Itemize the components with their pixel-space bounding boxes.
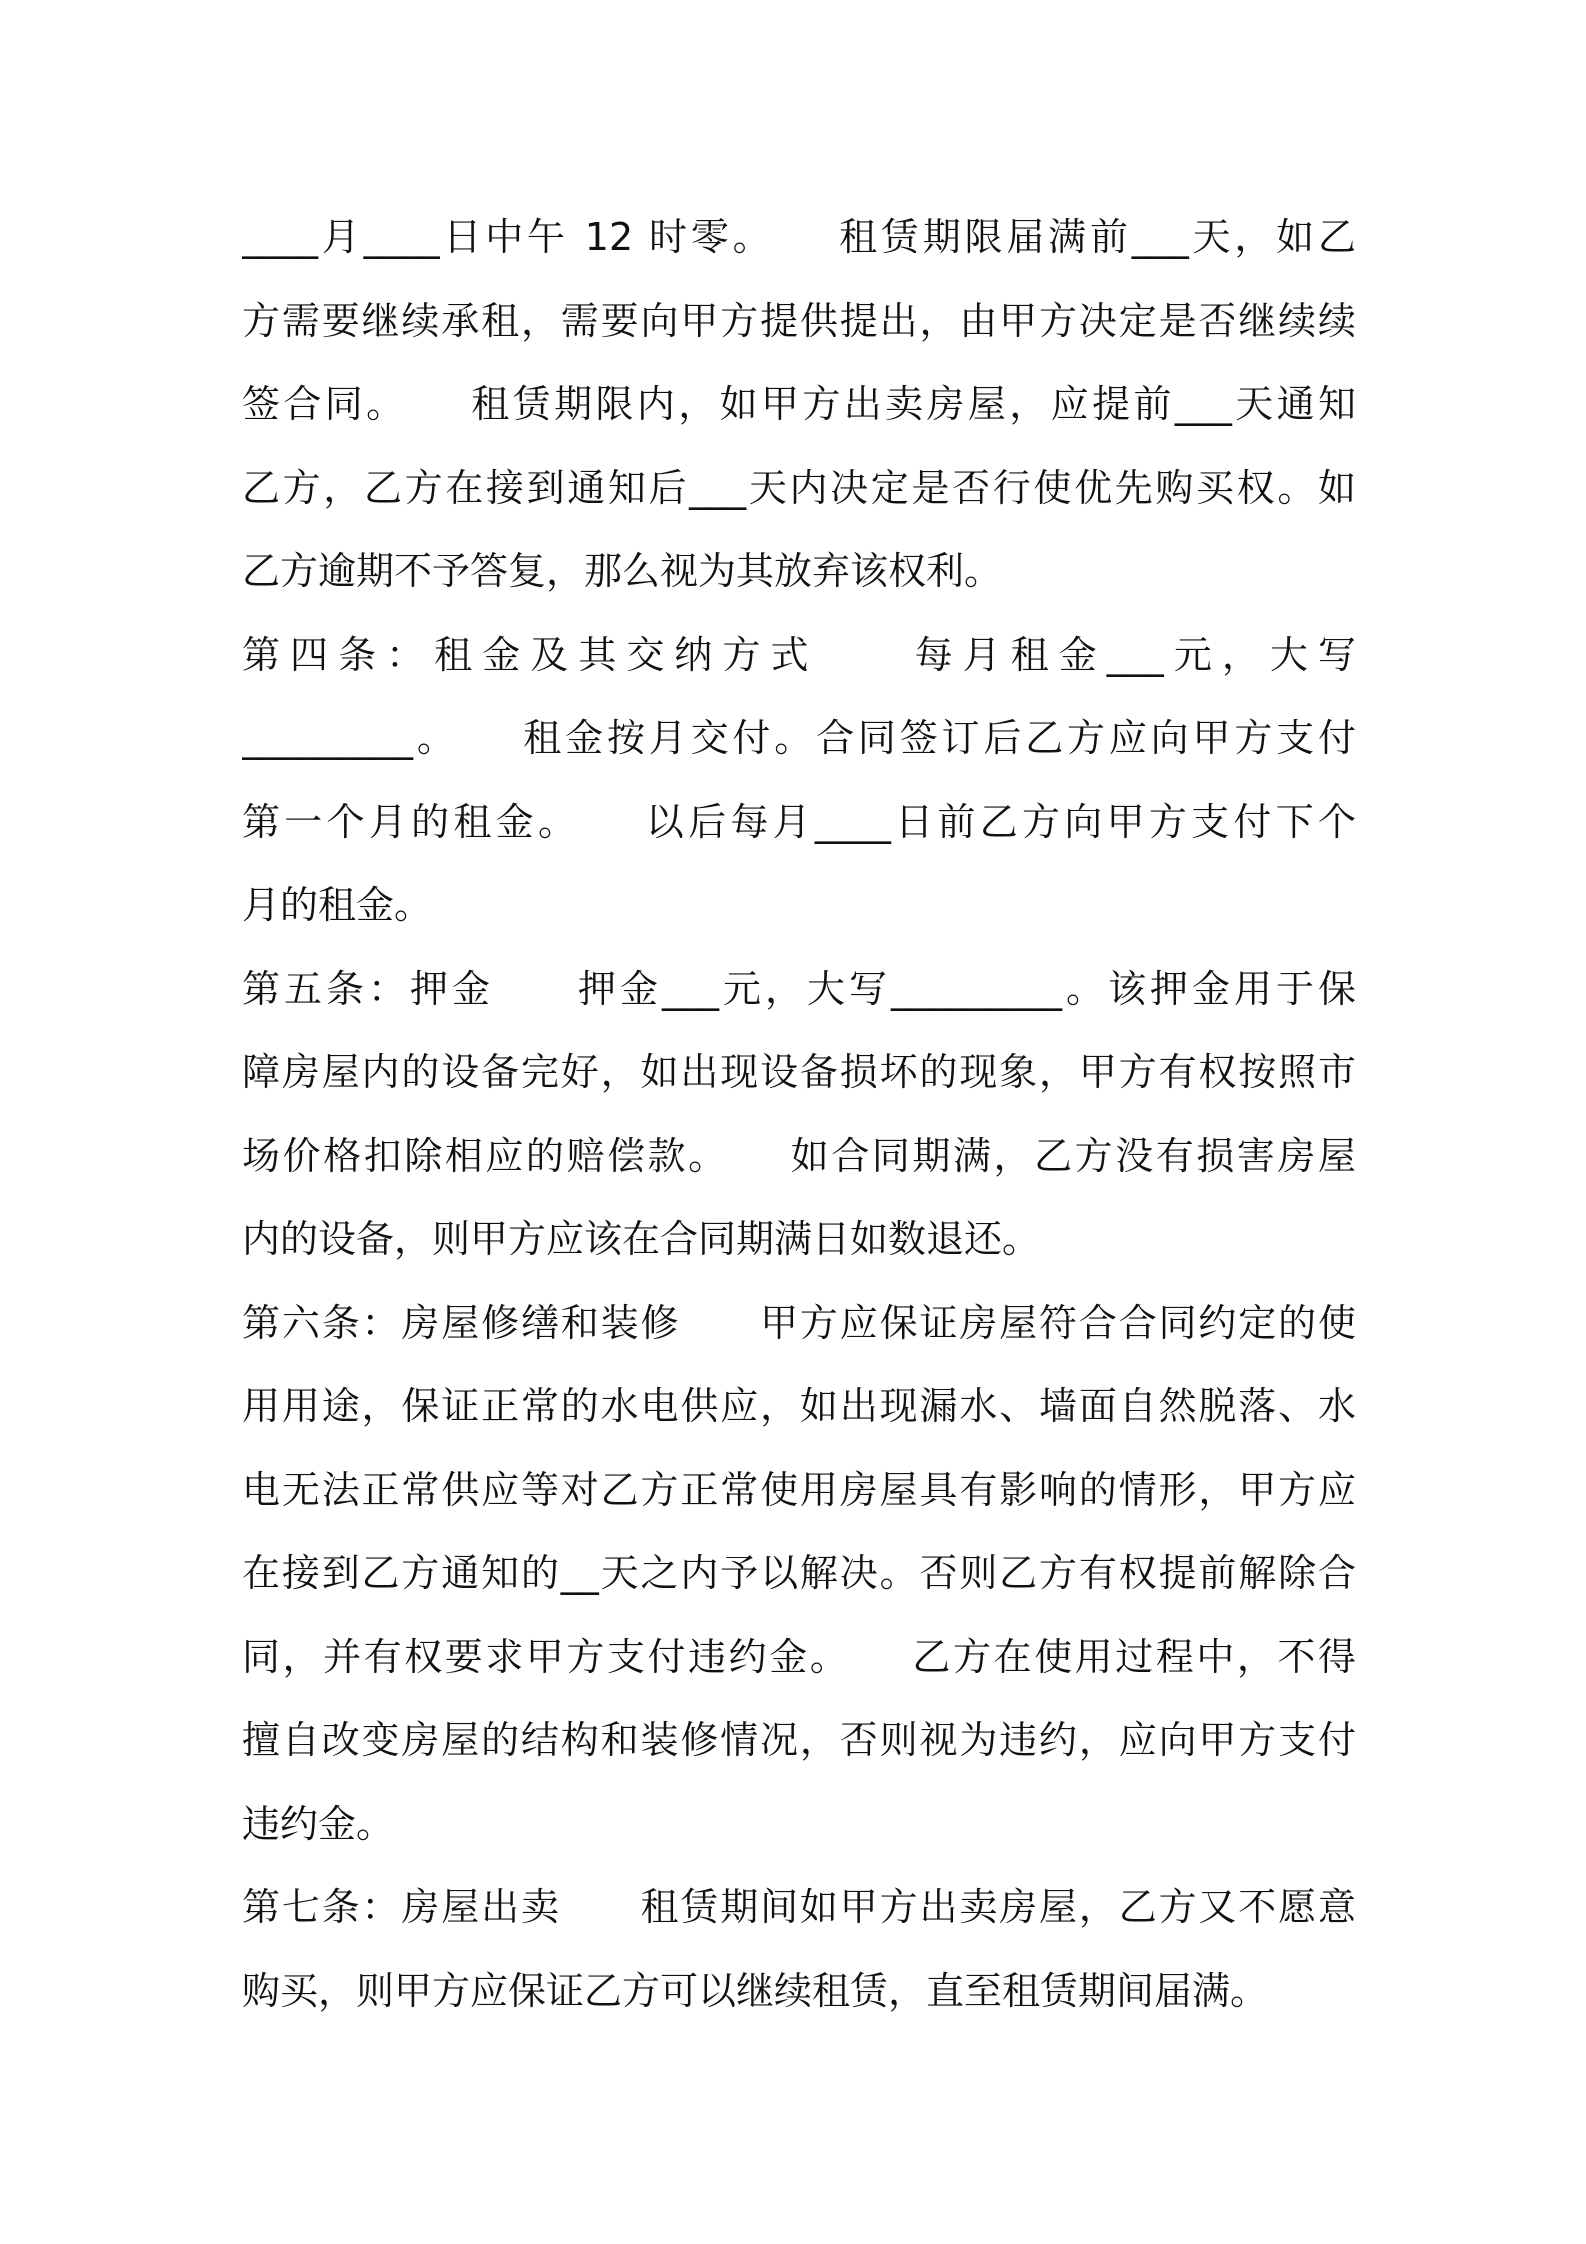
text-line: ____月____日中午 12 时零。 租赁期限届满前___天，如乙 [242,215,1356,259]
text-line: _________。 租金按月交付。合同签订后乙方应向甲方支付 [242,716,1356,760]
section-heading-line: 第七条：房屋出卖 租赁期间如甲方出卖房屋，乙方又不愿意 [242,1885,1356,1929]
text-line: 乙方，乙方在接到通知后___天内决定是否行使优先购买权。如 [242,465,1356,510]
text-line: 擅自改变房屋的结构和装修情况，否则视为违约，应向甲方支付 [242,1718,1356,1762]
contract-text [242,196,1356,2033]
text-line: 同，并有权要求甲方支付违约金。 乙方在使用过程中，不得 [242,1634,1356,1679]
text-line: 签合同。 租赁期限内，如甲方出卖房屋，应提前___天通知 [242,382,1356,426]
text-line: 场价格扣除相应的赔偿款。 如合同期满，乙方没有损害房屋 [242,1133,1356,1178]
text-line: 在接到乙方通知的__天之内予以解决。否则乙方有权提前解除合 [242,1551,1356,1595]
text-line: 方需要继续承租，需要向甲方提供提出，由甲方决定是否继续续 [242,298,1356,343]
section-heading-line: 第六条：房屋修缮和装修 甲方应保证房屋符合合同约定的使 [242,1300,1356,1345]
text-line: 违约金。 [242,1801,395,1846]
text-line: 电无法正常供应等对乙方正常使用房屋具有影响的情形，甲方应 [242,1467,1356,1512]
text-line: 内的设备，则甲方应该在合同期满日如数退还。 [242,1217,1041,1261]
section-heading-line: 第五条：押金 押金___元，大写_________。该押金用于保 [242,966,1356,1011]
text-line: 用用途，保证正常的水电供应，如出现漏水、墙面自然脱落、水 [242,1384,1356,1428]
text-line: 购买，则甲方应保证乙方可以继续租赁，直至租赁期间届满。 [242,1968,1269,2013]
text-line: 乙方逾期不予答复，那么视为其放弃该权利。 [242,549,1003,593]
section-heading-line: 第四条：租金及其交纳方式 每月租金___元，大写 [242,632,1356,677]
text-line: 月的租金。 [242,883,433,927]
text-line: 障房屋内的设备完好，如出现设备损坏的现象，甲方有权按照市 [242,1050,1356,1094]
text-line: 第一个月的租金。 以后每月____日前乙方向甲方支付下个 [242,799,1356,844]
